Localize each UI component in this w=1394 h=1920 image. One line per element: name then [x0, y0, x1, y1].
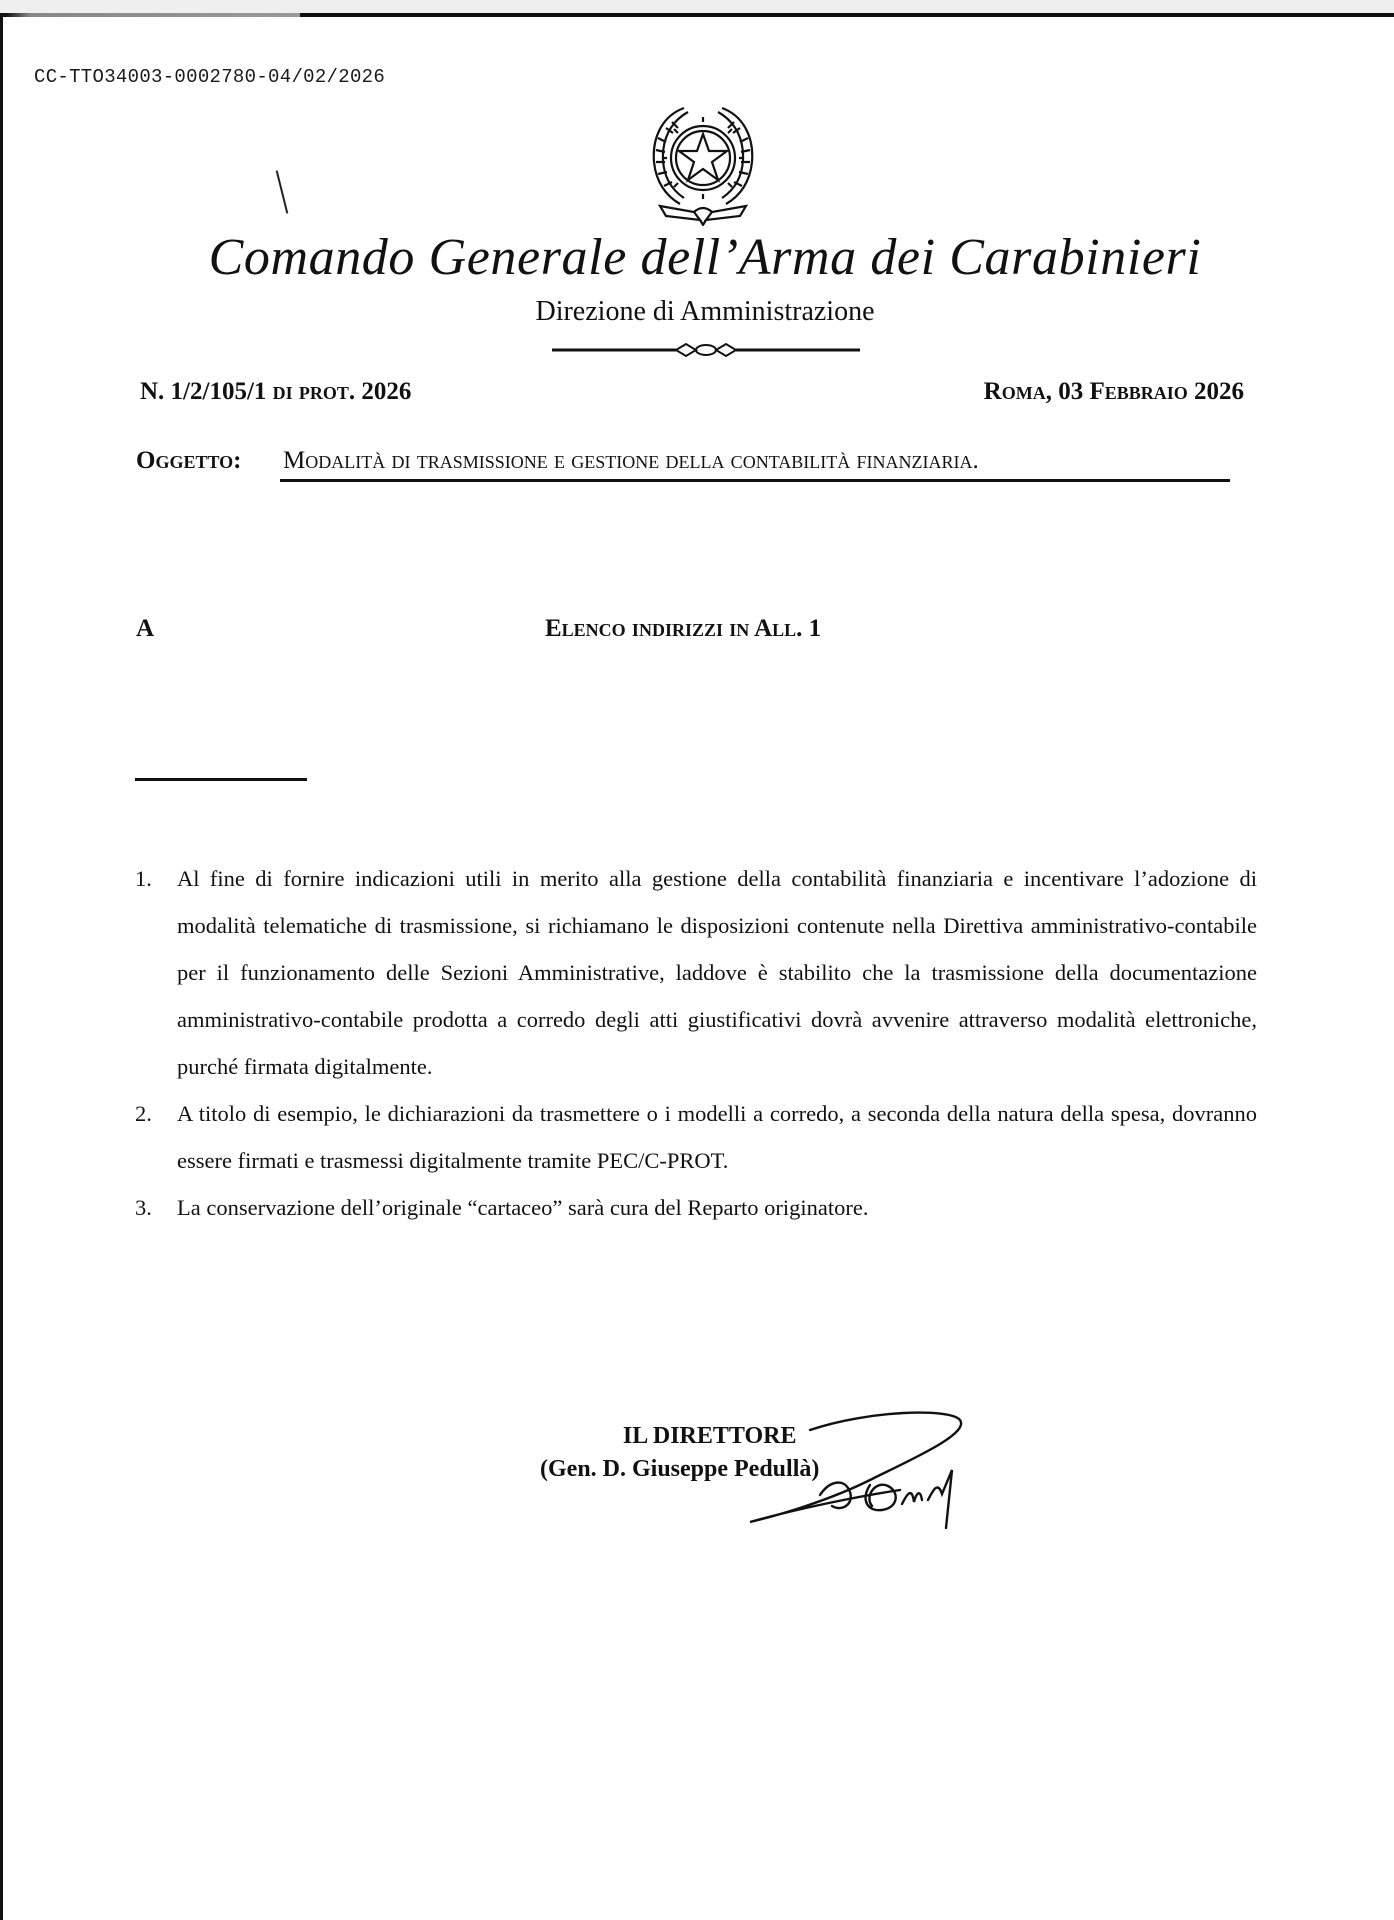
protocol-stamp: CC-TTO34003-0002780-04/02/2026: [34, 66, 386, 88]
addressee-prefix: A: [136, 615, 155, 642]
paragraph-number: 2.: [135, 1101, 152, 1126]
paragraph-number: 1.: [135, 866, 152, 891]
header-subtitle: Direzione di Amministrazione: [535, 296, 875, 327]
subject-underline: [280, 479, 1230, 482]
document-date: Roma, 03 Febbraio 2026: [983, 378, 1244, 405]
protocol-number-label: di prot.: [272, 378, 356, 405]
italian-republic-emblem-icon: [644, 98, 762, 226]
subject-label: Oggetto:: [136, 447, 242, 474]
signature-scribble-icon: [720, 1400, 1020, 1540]
scan-mark: [276, 170, 289, 213]
signatory-name: (Gen. D. Giuseppe Pedullà): [540, 1456, 820, 1482]
protocol-number-year: 2026: [361, 378, 412, 405]
scan-top-edge: [0, 13, 1394, 17]
body-paragraph: [135, 1184, 1257, 1231]
subject-text: Modalità di trasmissione e gestione della contabilità finanziaria.: [283, 447, 979, 474]
addressee-list: Elenco indirizzi in All. 1: [545, 615, 822, 642]
paragraph-number: 3.: [135, 1195, 152, 1220]
protocol-number: [140, 378, 411, 406]
body-paragraph: [135, 855, 1257, 1090]
signatory-title: IL DIRETTORE: [622, 1423, 797, 1449]
paragraph-text: A titolo di esempio, le dichiarazioni da trasmettere o i modelli a corredo, a seconda della natura della spesa, dovranno essere firmati e trasmessi digitalmente tramite PEC/C-PROT.: [177, 1101, 1257, 1173]
ornament-divider-icon: [552, 340, 860, 360]
section-rule: [135, 778, 307, 781]
scan-top-strip: [0, 0, 1394, 13]
paragraph-text: La conservazione dell’originale “cartaceo” sarà cura del Reparto originatore.: [177, 1195, 869, 1220]
body-paragraph-list: [135, 855, 1257, 1231]
body-paragraph: [135, 1090, 1257, 1184]
paragraph-text: Al fine di fornire indicazioni utili in merito alla gestione della contabilità finanziaria e incentivare l’adozione di modalità telematiche di trasmissione, si richiamano le disposizioni contenute nella Direttiva amministrativo-contabile per il funzionamento delle Sezioni Amministrative, laddove è stabilito che la trasmissione della documentazione amministrativo-contabile prodotta a corredo degli atti giustificativi dovrà avvenire attraverso modalità elettroniche, purché firmata digitalmente.: [177, 866, 1257, 1079]
protocol-number-id: N. 1/2/105/1: [140, 378, 267, 405]
header-title: Comando Generale dell’Arma dei Carabinieri: [208, 229, 1202, 286]
